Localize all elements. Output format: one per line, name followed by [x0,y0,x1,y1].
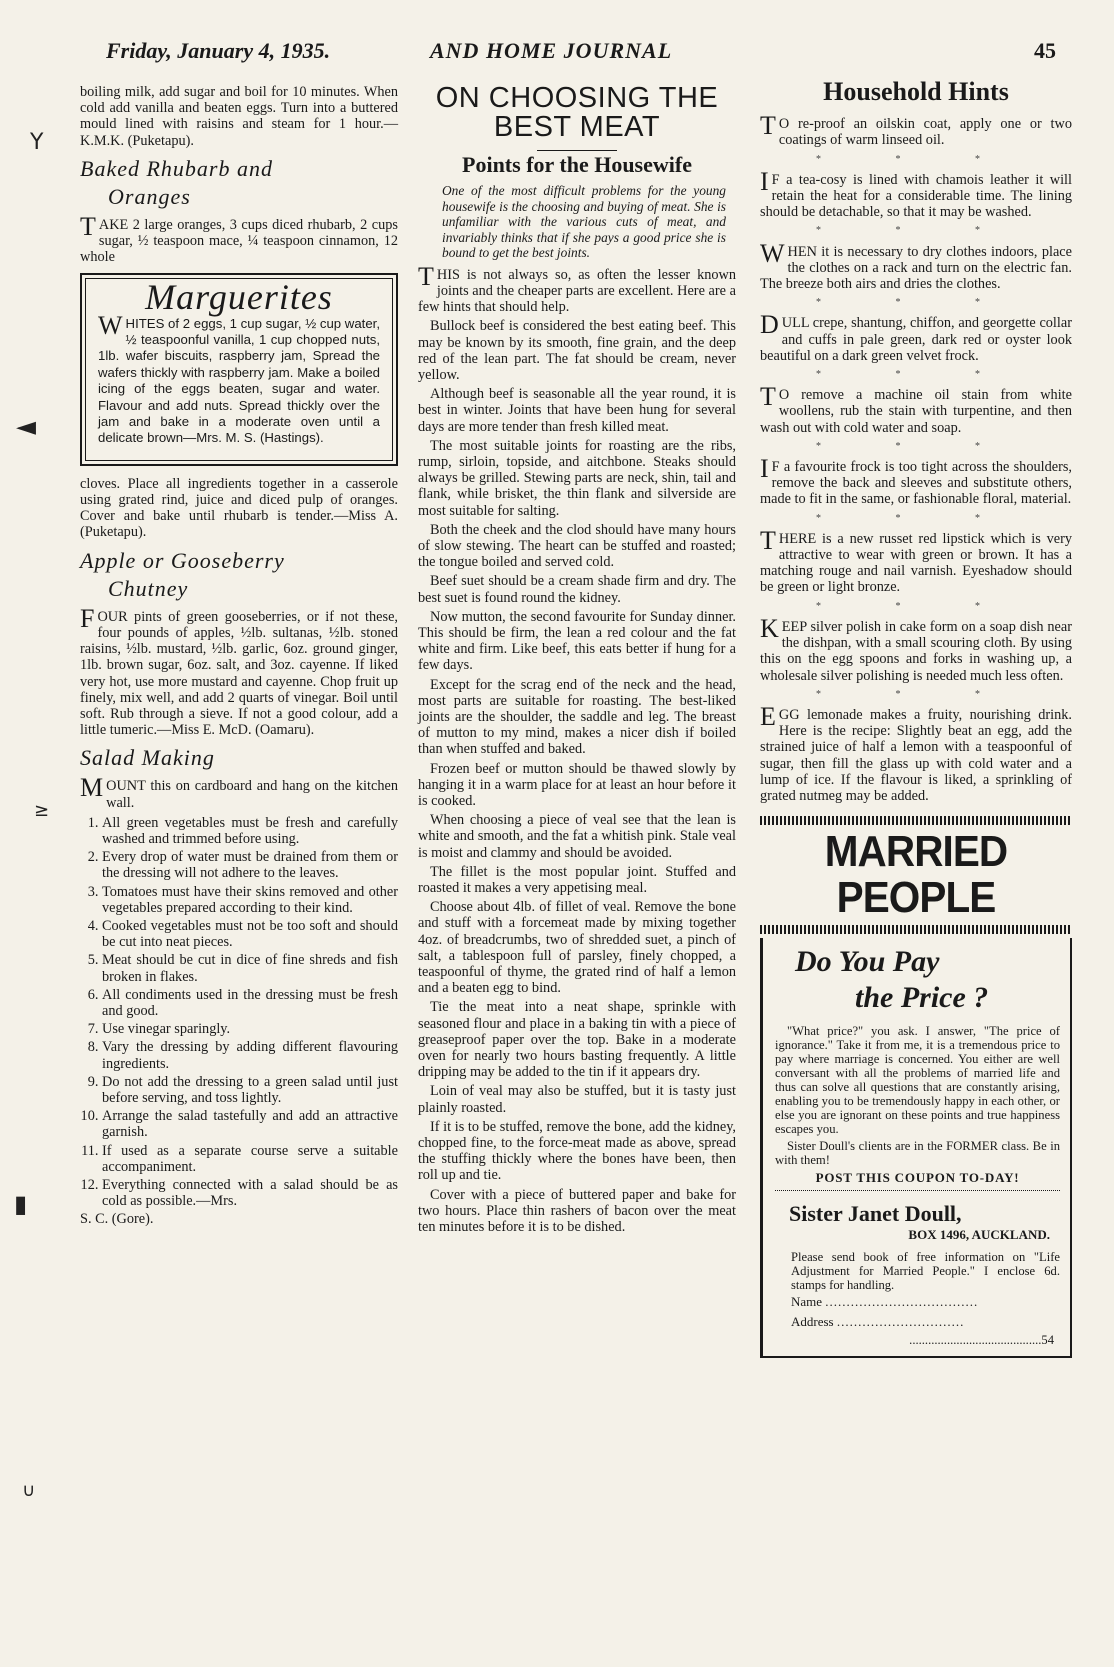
separator-stars: * * * [816,153,1016,165]
continued-text: boiling milk, add sugar and boil for 10 minutes. When cold add vanilla and beaten eggs. Turn into a buttered mould lined with raisins and steam for 1 hour.—K.M.K. (Puketapu). [80,84,398,149]
recipe-text-chutney: FOUR pints of green gooseberries, or if not these, four pounds of apples, ½lb. sultanas, ½lb. stoned raisins, ½lb. mustard, ½lb. garlic, 6oz. ground ginger, 1lb. brown sugar, 6oz. salt, and 3oz. cayenne. If liked very hot, use more mustard and cayenne. Chop fruit up finely, mix well, and add 2 quarts of vinegar. Boil until soft. Rub through a sieve. If not a good colour, add a little tumeric.—Miss E. McD. (Oamaru). [80,603,398,739]
column-meat-article [418,84,736,1238]
separator-stars: * * * [816,369,1016,381]
margin-mark: ∪ [22,1480,36,1501]
ad-border-strip [760,816,1072,825]
page-header [100,38,1074,68]
list-item: 12. Everything connected with a salad should be as cold as possible.—Mrs. [102,1177,398,1209]
list-item: 4. Cooked vegetables must not be too soft and should be cut into neat pieces. [102,918,398,950]
recipe-title-rhubarb: Baked Rhubarb and Oranges [80,155,273,209]
article-paragraph: Both the cheek and the clod should have many hours of slow stewing. The heart can be stuffed and roasted; the tongue boiled and served cold. [418,521,736,571]
salad-signature: S. C. (Gore). [80,1211,154,1228]
list-item: 8. Vary the dressing by adding different flavouring ingredients. [102,1039,398,1071]
article-subhead: Points for the Housewife [462,152,692,177]
coupon-name-label: Name [791,1293,823,1309]
hint-item: EGG lemonade makes a fruity, nourishing drink. Here is the recipe: Slightly beat an egg, add the strained juice of half a lemon with a teaspoonful of sugar, then fill the glass up with cold water and a lump of ice. If the flavour is liked, a sprinkling of grated nutmeg may be added. [760,701,1072,804]
article-paragraph: Cover with a piece of buttered paper and bake for two hours. Place thin rashers of bacon over the meat ten minutes before it is to be dished. [418,1186,736,1236]
ad-question: Do You Pay the Price ? [795,945,989,1015]
article-intro: One of the most difficult problems for the young housewife is the choosing and buying of meat. She is unfamiliar with the various cuts of meat, and invariably thinks that if she pays a good price she is bound to get the best joints. [442,183,726,261]
hint-item: WHEN it is necessary to dry clothes indoors, place the clothes on a rack and turn on the electric fan. The breeze both airs and dries the clothes. [760,238,1072,293]
article-paragraph: Except for the scrag end of the neck and the head, most parts are suitable for roasting. The best-liked joints are the shoulder, the saddle and leg. The breast of mutton to my mind, makes a nicer dish if boiled than when stuffed and baked. [418,676,736,758]
issue-date: Friday, January 4, 1935. [106,38,331,63]
separator-stars: * * * [816,512,1016,524]
list-item: 9. Do not add the dressing to a green salad until just before serving, and toss lightly. [102,1074,398,1106]
list-item: 10. Arrange the salad tastefully and add an attractive garnish. [102,1108,398,1140]
list-item: 11. If used as a separate course serve a suitable accompaniment. [102,1143,398,1175]
ad-body: "What price?" you ask. I answer, "The price of ignorance." Take it from me, it is a tremendous price to pay where marriage is concerned. You either are well conversant with all the problems of married life and thus can solve all questions that are constantly arising, enabling you to be tremendously happy in each other, or else you are ignorant on these points and true happiness escapes you. Sister Doull's clients are in the FORMER class. Be in with them! [775,1024,1060,1168]
recipe-text-rhubarb-cont: cloves. Place all ingredients together in a casserole using grated rind, juice and diced pulp of oranges. Cover and bake until rhubarb is tender.—Miss A. (Puketapu). [80,475,398,541]
margin-mark: Y [30,130,44,155]
article-paragraph: Loin of veal may also be stuffed, but it is tasty just plainly roasted. [418,1083,736,1116]
divider [537,150,617,151]
article-paragraph: When choosing a piece of veal see that the lean is white and smooth, and the fat a whitish pink. Stale veal is moist and clammy and should be avoided. [418,812,736,861]
advertisement-box [760,938,1072,1358]
separator-stars: * * * [816,297,1016,309]
article-paragraph: Frozen beef or mutton should be thawed slowly by hanging it in a warm place for at least an hour before it is cooked. [418,760,736,809]
ad-request-text: Please send book of free information on "Life Adjustment for Married People." I enclose 6d. stamps for handling. [791,1249,1060,1292]
list-item: 6. All condiments used in the dressing must be fresh and good. [102,987,398,1019]
hint-item: DULL crepe, shantung, chiffon, and georgette collar and cuffs in pale green, dark red or oyster look beautiful on a dark green velvet frock. [760,310,1072,364]
article-paragraph: Bullock beef is considered the best eating beef. This may be known by its smooth, fine grain, and the deep red of the lean part. The fat should be cream, never yellow. [418,318,736,383]
article-paragraph: Although beef is seasonable all the year round, it is best in winter. Joints that have been hung for several days are more tender than fresh killed meat. [418,386,736,435]
article-paragraph: Choose about 4lb. of fillet of veal. Remove the bone and stuff with a forcemeat made by mixing together 4oz. of breadcrumbs, two of shredded suet, a pinch of salt, a tablespoon full of parsley, finely chopped, a teaspoonful of thyme, the grated rind of half a lemon and a beaten egg to bind. [418,899,736,997]
article-paragraph: The fillet is the most popular joint. Stuffed and roasted it makes a very appetising meal. [418,863,736,897]
article-title: ON CHOOSING THE BEST MEAT [435,82,719,143]
ad-code: 54 [1041,1332,1054,1347]
column-household-hints [760,77,1072,1358]
article-paragraph: THIS is not always so, as often the lesser known joints and the cheaper parts are excellent. Here are a few hints that should help. [418,261,736,316]
article-paragraph: Now mutton, the second favourite for Sunday dinner. This should be firm, the lean a red colour and the fat white and firm. Like beef, this eats better if hung for a few days. [418,608,736,674]
section-title: Household Hints [823,77,1009,106]
margin-mark: ≥ [34,800,50,821]
recipe-title-salad: Salad Making [80,745,215,771]
ad-advertiser-address: BOX 1496, AUCKLAND. [908,1227,1050,1243]
recipe-title-chutney: Apple or Gooseberry Chutney [80,547,285,601]
ad-headline: MARRIED PEOPLE [824,827,1008,923]
list-item: 2. Every drop of water must be drained from them or the dressing will not adhere to the leaves. [102,849,398,881]
separator-stars: * * * [816,225,1016,237]
margin-mark: ◄ [16,412,36,442]
separator-stars: * * * [816,688,1016,700]
coupon-name-field[interactable]: Name .................................... [791,1293,979,1309]
article-paragraph: Beef suet should be a cream shade firm and dry. The best suet is found round the kidney. [418,573,736,606]
marguerites-box [80,273,398,465]
ad-coupon-banner: POST THIS COUPON TO-DAY! [815,1170,1020,1186]
journal-title: AND HOME JOURNAL [430,38,673,63]
salad-intro: MOUNT this on cardboard and hang on the kitchen wall. [80,773,398,811]
list-item: 1. All green vegetables must be fresh and carefully washed and trimmed before using. [102,815,398,847]
hint-item: I F a tea-cosy is lined with chamois leather it will retain the heat for a considerable time. The lining should be detachable, so that it may be washed. [760,166,1072,221]
hint-item: T O remove a machine oil stain from white woollens, rub the stain with turpentine, and then wash out with cold water and soap. [760,382,1072,436]
coupon-address-label: Address [791,1313,834,1329]
list-item: 5. Meat should be cut in dice of fine shreds and fish broken in flakes. [102,952,398,984]
column-recipes [80,84,398,1231]
list-item: 3. Tomatoes must have their skins removed and other vegetables prepared according to their kind. [102,884,398,916]
hint-item: KEEP silver polish in cake form on a soap dish near the dishpan, with a small scouring cloth. By using this on the egg spoons and forks in washing up, a wholesale silver polishing is needed much less often. [760,613,1072,684]
ad-border-strip [760,925,1072,934]
separator-stars: * * * [816,440,1016,452]
divider [775,1190,1060,1191]
article-paragraph: If it is to be stuffed, remove the bone, add the kidney, chopped fine, to the force-meat made as above, spread the stuffing thickly where the bones have been, then roll up and tie. [418,1118,736,1184]
margin-mark: ▮ [14,1190,28,1218]
article-paragraph: The most suitable joints for roasting are the ribs, rump, sirloin, topside, and aitchbone. Steaks should always be grilled. Stewing parts are neck, shin, tail and flank, while brisket, the thin flank and silverside are most suitable for salting. [418,437,736,519]
salad-list [80,815,398,1210]
recipe-title-marguerites: Marguerites [145,277,333,318]
hint-item: I F a favourite frock is too tight across the shoulders, remove the back and sleeves and substitute others, made to fit in the same, or fashionable floral, material. [760,454,1072,508]
ad-advertiser-name: Sister Janet Doull, [789,1201,962,1227]
article-paragraph: Tie the meat into a neat shape, sprinkle with seasoned flour and place in a baking tin with a piece of greaseproof paper over the top. Bake in a moderate oven for nearly two hours basting frequently. A little dripping may be added to the tin if it appears dry. [418,999,736,1081]
recipe-text-marguerites: WHITES of 2 eggs, 1 cup sugar, ½ cup water, ½ teaspoonful vanilla, 1 cup chopped nuts, 1lb. wafer biscuits, raspberry jam, Spread the wafers thickly with raspberry jam. Make a boiled icing of the eggs beaten, sugar and water. Flavour and add nuts. Spread thickly over the jam and bake in a moderate oven until a delicate brown—Mrs. M. S. (Hastings). [98,310,380,446]
separator-stars: * * * [816,600,1016,612]
recipe-text-rhubarb: TAKE 2 large oranges, 3 cups diced rhubarb, 2 cups sugar, ½ teaspoon mace, ¼ teaspoon cinnamon, 12 whole [80,211,398,266]
list-item: 7. Use vinegar sparingly. [102,1021,398,1037]
coupon-address-field[interactable]: Address .............................. [791,1313,965,1329]
hint-item: T O re-proof an oilskin coat, apply one or two coatings of warm linseed oil. [760,111,1072,149]
coupon-code-line[interactable]: ..........................................54 [909,1332,1054,1347]
hint-item: THERE is a new russet red lipstick which is very attractive to wear with green or brown. It has a matching rouge and nail varnish. Eyeshadow should be green or light bronze. [760,525,1072,596]
page-number: 45 [1034,38,1056,63]
